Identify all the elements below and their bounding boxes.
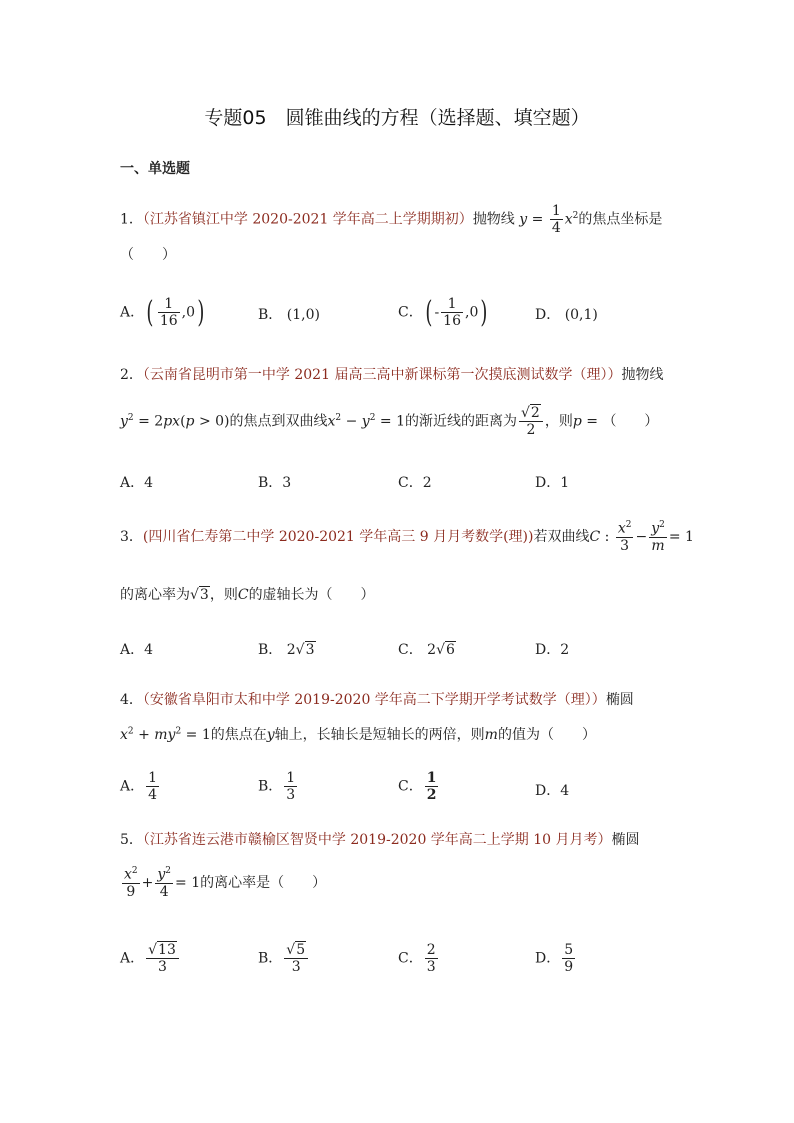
question-4-source: （安徽省阜阳市太和中学 2019-2020 学年高二下学期开学考试数学（理）） — [142, 692, 606, 708]
q4-option-c: C． $\frac{1}{2}$ — [398, 770, 437, 804]
q2-option-b: B．3 — [258, 475, 292, 491]
question-5-stem-cont: $\frac{x^2}{9}$ + $\frac{y^2}{4}$ = 1的离心率是（ ） — [124, 866, 327, 900]
q5-option-b: B． $\frac{√5}{3}$ — [258, 942, 310, 975]
q2-option-a: A．4 — [120, 475, 154, 491]
q5-option-a: A． $\frac{√13}{3}$ — [120, 942, 181, 975]
q1-option-b: B． (1,0) — [258, 307, 320, 323]
q3-option-c: C． 2√6 — [398, 642, 455, 658]
q1-option-a: A．( $\frac{1}{16}$ ,0) — [120, 294, 205, 330]
question-1-blank: （ ） — [120, 247, 176, 263]
q4-option-a: A． $\frac{1}{4}$ — [120, 770, 158, 804]
q1-option-c: C．( - $\frac{1}{16}$ ,0) — [398, 294, 488, 330]
q3-option-d: D．2 — [535, 642, 570, 658]
q2-option-d: D．1 — [535, 475, 570, 491]
q2-option-c: C．2 — [398, 475, 432, 491]
q3-option-b: B． 2√3 — [258, 642, 315, 658]
question-4-stem-cont: $x^2 + my^2 = 1$的焦点在y轴上，长轴长是短轴长的两倍，则m的值为（ ） — [120, 726, 596, 743]
question-1-stem: 1．（江苏省镇江中学 2020-2021 学年高二上学期期初）抛物线 y = $\frac{1}{4}$ $x^2$的焦点坐标是 — [120, 203, 663, 237]
question-3-stem-cont: 的离心率为√3，则C的虚轴长为（ ） — [120, 587, 375, 603]
question-2-stem-cont: $y^2 = 2px(p > 0)$的焦点到双曲线$x^2 - y^2 = 1$的渐近线的距离为 $\frac{√2}{2}$ ，则p = （ ） — [120, 405, 659, 439]
q4-option-b: B． $\frac{1}{3}$ — [258, 770, 296, 804]
q5-option-c: C． $\frac{2}{3}$ — [398, 942, 436, 976]
question-3-stem: 3．(四川省仁寿第二中学 2020-2021 学年高三 9 月月考数学(理))若双曲线C : $\frac{x^2}{3}$ − $\frac{y^2}{m}$ = 1 — [120, 520, 694, 554]
question-1-source: （江苏省镇江中学 2020-2021 学年高二上学期期初） — [142, 211, 473, 228]
question-2-source: （云南省昆明市第一中学 2021 届高三高中新课标第一次摸底测试数学（理）） — [142, 367, 622, 383]
q3-option-a: A．4 — [120, 642, 154, 658]
section-heading: 一、单选题 — [120, 161, 190, 177]
question-2-stem: 2．（云南省昆明市第一中学 2021 届高三高中新课标第一次摸底测试数学（理））抛物线 — [120, 367, 664, 383]
q5-option-d: D． $\frac{5}{9}$ — [535, 942, 574, 976]
page-title: 专题05 圆锥曲线的方程（选择题、填空题） — [204, 107, 590, 129]
q1-option-d: D． (0,1) — [535, 307, 598, 323]
question-4-stem: 4．（安徽省阜阳市太和中学 2019-2020 学年高二下学期开学考试数学（理））椭圆 — [120, 692, 634, 708]
q4-option-d: D．4 — [535, 783, 570, 799]
question-3-source: (四川省仁寿第二中学 2020-2021 学年高三 9 月月考数学(理)) — [142, 528, 534, 545]
question-5-source: （江苏省连云港市赣榆区智贤中学 2019-2020 学年高二上学期 10 月月考） — [142, 832, 612, 848]
question-5-stem: 5．（江苏省连云港市赣榆区智贤中学 2019-2020 学年高二上学期 10 月月考）椭圆 — [120, 832, 640, 848]
